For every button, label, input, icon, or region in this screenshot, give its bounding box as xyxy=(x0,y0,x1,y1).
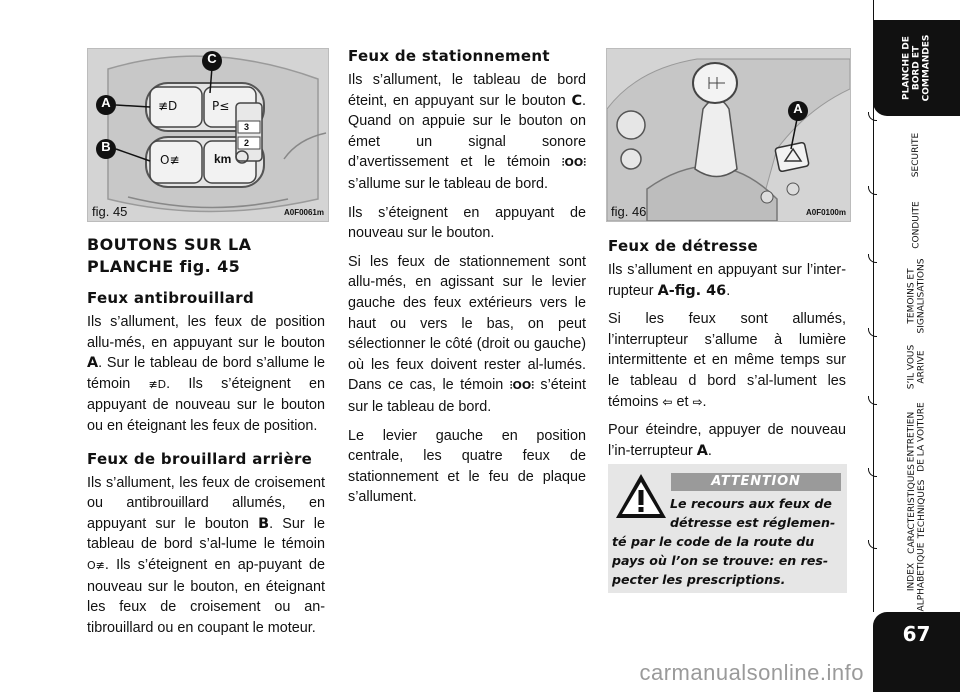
figure-45 xyxy=(87,48,329,222)
gear-lever-illustration xyxy=(607,49,850,221)
key-3-label: 3 xyxy=(244,122,250,132)
hazard-lights-text-1: Ils s’allument en appuyant sur l’inter-rupteur A-fig. 46. xyxy=(608,262,846,299)
hazard-lights-text-3: Pour éteindre, appuyer de nouveau l’in-terrupteur A. xyxy=(608,422,846,459)
warning-text: Le recours aux feux de détresse est réglemen- té par le code de la route du pays où l’on se trouve: en res-pecter les prescriptions. xyxy=(612,496,836,587)
tab-planche-de-bord[interactable]: PLANCHE DE BORD ET COMMANDES xyxy=(873,20,960,116)
tab-notch xyxy=(868,254,877,263)
key-2-label: 2 xyxy=(244,138,250,148)
rear-fog-warning-light-icon: O≢ xyxy=(87,558,105,572)
rear-fog-icon: O≢ xyxy=(160,153,180,167)
tab-temoins[interactable]: TEMOINS ET SIGNALISATIONS xyxy=(906,258,927,334)
fog-lights-text: Ils s’allument, les feux de position allu-més, en appuyant sur le bouton A. Sur le tableau de bord s’allume le témoin ≢D. Ils s’éteignent en appuyant de nouveau sur le bouton ou en éteignant les feux de position. xyxy=(87,314,325,434)
tab-notch xyxy=(868,186,877,195)
fog-warning-light-icon: ≢D xyxy=(148,377,167,391)
parking-warning-light-icon-2: ⫶OO⫶ xyxy=(509,379,534,393)
callout-a-label: A xyxy=(101,95,111,110)
tab-securite[interactable]: SECURITE xyxy=(911,132,922,178)
parking-lights-text-2: Ils s’éteignent en appuyant de nouveau sur le bouton. xyxy=(348,204,586,242)
right-arrow-icon: ⇨ xyxy=(692,394,703,409)
rear-fog-text: Ils s’allument, les feux de croisement ou antibrouillard allumés, en appuyant sur le bouton B. Sur le tableau de bord s’al-lume le témoin O≢. Ils s’éteignent en ap-puyant de nouveau sur le bouton, en éteignant les feux de croisement ou an-tibrouillard ou en coupant le moteur. xyxy=(87,474,325,636)
figure-46 xyxy=(606,48,851,222)
warning-heading: ATTENTION xyxy=(671,473,841,491)
column-2 xyxy=(348,46,586,516)
tab-notch xyxy=(868,540,877,549)
left-arrow-icon: ⇦ xyxy=(662,394,673,409)
tab-sil-vous-arrive[interactable]: S’IL VOUS ARRIVE xyxy=(906,344,927,390)
section-heading: BOUTONS SUR LA PLANCHE fig. 45 xyxy=(87,235,252,276)
parking-lights-text-1: Ils s’allument, le tableau de bord éteint, en appuyant sur le bouton C. Quand on appuie sur le bouton on émet un signal sonore d’avertissement et le témoin ⫶OO⫶ s’allume sur le tableau de bord. xyxy=(348,72,586,192)
figure-code-46: A0F0100m xyxy=(805,208,846,217)
hazard-lights-text-2: Si les feux sont allumés, l’interrupteur s’allume à lumière intermittente et en même temps sur le tableau d bord s’al-lument les témoins ⇦ et ⇨. xyxy=(608,311,846,410)
callout-c-label: C xyxy=(207,51,217,66)
figure-code: A0F0061m xyxy=(283,208,324,217)
parking-lights-text-3: Si les feux de stationnement sont allu-més, en agissant sur le levier gauche des feux extérieurs vers le haut ou vers le bas, on peut sélectionner le côté (droit ou gauche) où les feux doivent rester al-lumés. Dans ce cas, le témoin ⫶OO⫶ s’éteint sur le tableau de bord. xyxy=(348,253,586,415)
figure-caption-46: fig. 46 xyxy=(611,204,647,219)
fog-lights-title: Feux antibrouillard xyxy=(87,289,255,307)
switch-panel-illustration xyxy=(88,49,328,221)
parking-warning-light-icon: ⫶OO⫶ xyxy=(561,156,586,170)
tab-entretien[interactable]: ENTRETIEN DE LA VOITURE xyxy=(906,402,927,472)
tab-notch xyxy=(868,112,877,121)
page-number: 67 xyxy=(873,612,960,692)
tab-notch xyxy=(868,468,877,477)
hazard-lights-title: Feux de détresse xyxy=(608,237,759,255)
tab-notch xyxy=(868,396,877,405)
tab-index[interactable]: INDEX ALPHABETIQUE xyxy=(906,542,927,612)
column-3 xyxy=(608,236,846,469)
watermark: carmanualsonline.info xyxy=(639,660,864,685)
rear-fog-title: Feux de brouillard arrière xyxy=(87,449,313,468)
warning-box xyxy=(608,464,847,593)
parking-light-icon: P≤ xyxy=(212,99,230,113)
fog-light-icon: ≢D xyxy=(158,99,178,113)
callout-a-label-46: A xyxy=(793,101,803,116)
column-1 xyxy=(87,234,325,646)
parking-lights-title: Feux de stationnement xyxy=(348,47,550,65)
callout-b-label: B xyxy=(101,139,111,154)
parking-lights-text-4: Le levier gauche en position centrale, les quatre feux de stationnement et le feu de plaque s’allument. xyxy=(348,427,586,506)
tab-notch xyxy=(868,328,877,337)
tab-conduite[interactable]: CONDUITE xyxy=(911,201,922,249)
tab-caracteristiques[interactable]: CARACTERISTIQUES TECHNIQUES xyxy=(906,464,927,554)
figure-caption: fig. 45 xyxy=(92,204,128,219)
km-key-label: km xyxy=(214,152,232,166)
